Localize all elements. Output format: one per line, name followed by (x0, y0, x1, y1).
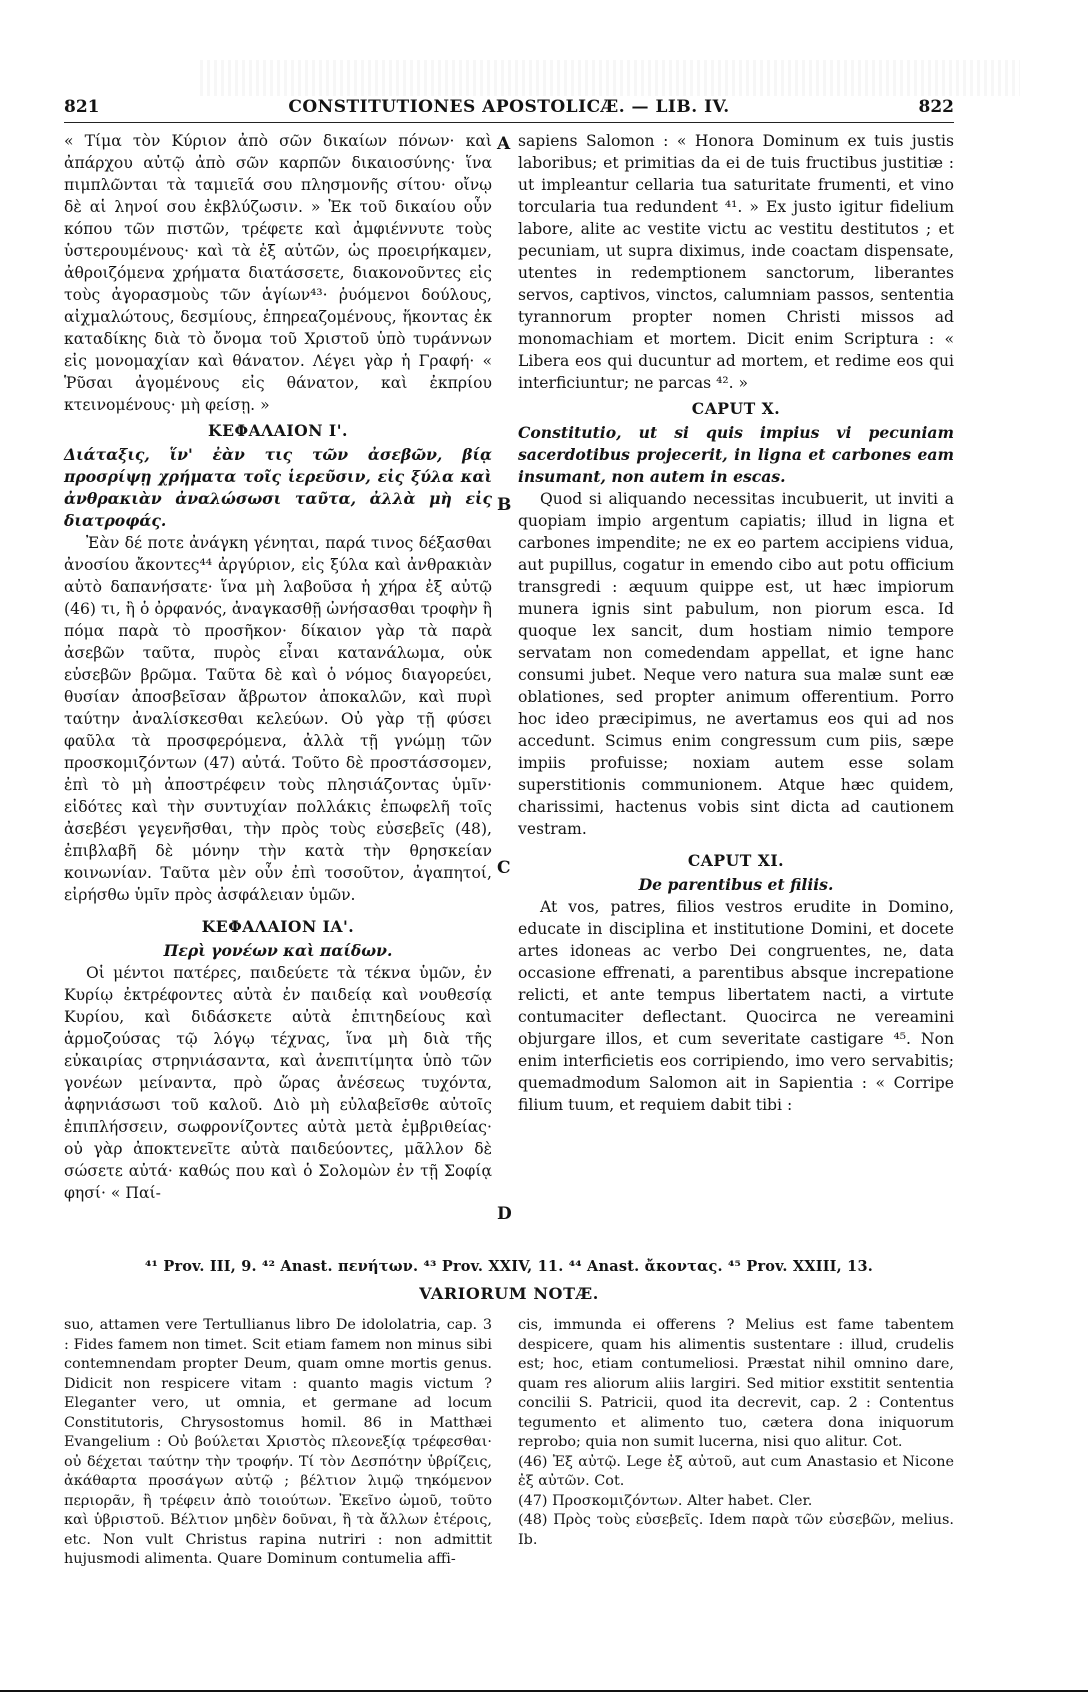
latin-paragraph-1: sapiens Salomon : « Honora Dominum ex tuis justis laboribus; et primitias da ei de tuis fructibus justitiæ : ut impleantur cellaria tua saturitate frumenti, et vino torcularia tua redundent ⁴¹. » Ex justo igitur fidelium labore, alite ac vestite victu ac vestitu destitutos ; et pecuniam, ut supra diximus, inde coactam dispensate, utentes in redemptionem sanctorum, liberantes servos, captivos, vinctos, calumniam passos, sententia tyrannorum propter nomen Christi missos ad monomachiam et mortem. Dicit enim Scriptura : « Libera eos qui ducuntur ad mortem, et redime eos qui interficiuntur; ne parcas ⁴². » (518, 132, 954, 392)
latin-chapter-10-summary: Constitutio, ut si quis impius vi pecuniam sacerdotibus projecerit, in ligna et carbones eam insumant, non autem in escas. (518, 423, 954, 486)
latin-chapter-10-title: CAPUT X. (691, 399, 781, 418)
greek-chapter-11-title: ΚΕΦΑΛΑΙΟΝ ΙΑ'. (201, 917, 355, 936)
latin-chapter-10-text: Quod si aliquando necessitas incubuerit, ut inviti a quopiam impio argentum capiatis; illud in ligna et carbones impendite; ne ex eo partem accipiens vidua, aut pupillus, cogatur in emendo cibo aut potu officium transgredi : æquum quippe est, ut hæc impiorum munera ignis sint pabulum, non piorum esca. Id quoque lex sancit, dum hostiam nimio tempore servatam non comedendam appellat, et igne hanc consumi jubet. Neque vero natura sua malæ sunt eæ oblationes, sed propter animum offerentium. Porro hoc ideo præcipimus, ne avertamus eos qui ad nos accedunt. Scimus enim congressum cum piis, sæpe impiis profuisse; noxiam autem esse solam superstitionis communionem. Atque hæc quidem, charissimi, hactenus vobis sint dicta ad cautionem vestram. (518, 490, 954, 838)
footnotes: ⁴¹ Prov. III, 9. ⁴² Anast. πενήτων. ⁴³ Prov. XXIV, 11. ⁴⁴ Anast. ἄκοντας. ⁴⁵ Prov. XXIII, 13. (145, 1258, 873, 1275)
scan-noise (200, 60, 1020, 96)
margin-letter-d: D (497, 1204, 512, 1224)
running-title: CONSTITUTIONES APOSTOLICÆ. — LIB. IV. (288, 97, 730, 117)
greek-column (64, 130, 492, 1204)
latin-chapter-11-text: At vos, patres, filios vestros erudite in Domino, educate in disciplina et institutione Domini, et docete artes idoneas ac verbo Dei congruentes, ne, data occasione effrenati, a parentibus absque increpatione relicti, et ante tempus libertatem nacti, a virtute contumaciter deflectant. Quocirca ne vereamini objurgare illos, et cum severitate castigare ⁴⁵. Non enim interficietis eos corripiendo, imo vero servabitis; quemadmodum Salomon ait in Sapientia : « Corripe filium tuum, et requiem dabit tibi : (518, 898, 954, 1114)
variorum-notes-title: VARIORUM NOTÆ. (419, 1284, 599, 1303)
latin-chapter-11-title: CAPUT XI. (687, 851, 785, 870)
note-48: (48) Πρὸς τοὺς εὐσεβεῖς. Idem παρὰ τῶν εὐσεβῶν, melius. Ib. (518, 1512, 954, 1548)
notes-left-text: suo, attamen vere Tertullianus libro De idololatria, cap. 3 : Fides famem non timet. Scit etiam famem non minus sibi contemnendam propter Deum, quam omne mortis genus. Didicit non respicere vitam : quanto magis victum ? Eleganter vero, ut omnia, et germane ad locum Constitutoris, Chrysostomus homil. 86 in Matthæi Evangelium : Οὐ βούλεται Χριστὸς πλεονεξίᾳ τρέφεσθαι· οὐ δέχεται ταύτην τὴν τροφήν. Τί τὸν Δεσπότην ὑβρίζεις, ἀκάθαρτα προσάγων αὐτῷ ; βέλτιον λιμῷ τηκόμενον περιορᾶν, ἢ τρέφειν ἀπὸ τοιούτων. Ἐκεῖνο ὠμοῦ, τοῦτο καὶ ὑβριστοῦ. Βέλτιον μηδὲν δοῦναι, ἢ τὰ ἄλλων ἑτέροις, etc. Non vult Christus rapina nutriri : non admittit hujusmodi alimenta. Quare Dominum contumelia affi- (64, 1317, 492, 1567)
margin-letter-b: B (497, 495, 512, 515)
header-rule (64, 122, 954, 123)
greek-chapter-11-text: Οἱ μέντοι πατέρες, παιδεύετε τὰ τέκνα ὑμῶν, ἐν Κυρίῳ ἐκτρέφοντες αὐτὰ ἐν παιδείᾳ καὶ νουθεσίᾳ Κυρίου, καὶ διδάσκετε αὐτὰ ἐπιτηδείους καὶ ἁρμοζούσας τῷ λόγῳ τέχνας, ἵνα μὴ διὰ τῆς εὐκαιρίας στρηνιάσαντα, καὶ ἀνεπιτίμητα ὑπὸ τῶν γονέων μείναντα, πρὸ ὥρας ἀνέσεως τυχόντα, ἀφηνιάσωσι τοῦ καλοῦ. Διὸ μὴ εὐλαβεῖσθε αὐτοῖς ἐπιπλήσσειν, σωφρονίζοντες αὐτὰ μετὰ ἐμβριθείας· οὐ γὰρ ἀποκτενεῖτε αὐτὰ παιδεύοντες, μᾶλλον δὲ σώσετε αὐτά· καθώς που καὶ ὁ Σολομὼν ἐν τῇ Σοφίᾳ φησί· « Παί- (64, 964, 492, 1202)
greek-chapter-10-summary: Διάταξις, ἵν' ἐὰν τις τῶν ἀσεβῶν, βίᾳ προσρίψῃ χρήματα τοῖς ἱερεῦσιν, εἰς ξύλα καὶ ἀνθρακιὰν ἀναλώσωσι ταῦτα, ἀλλὰ μὴ εἰς διατροφάς. (64, 445, 492, 530)
notes-right-text: cis, immunda ei offerens ? Melius est fame tabentem despicere, quam his alimentis sustentare : illud, crudelis est; hoc, etiam contumeliosi. Præstat nihil omnino dare, quam res aliorum aliis largiri. Sed mitior exstitit sententia concilii S. Patricii, quod ita decrevit, cap. 2 : Contentus tegumento et alimento tuo, cætera dona iniquorum reprobo; quia non sumit lucerna, nisi quo alitur. Cot. (518, 1317, 954, 1450)
greek-chapter-10-title: ΚΕΦΑΛΑΙΟΝ Ι'. (208, 421, 348, 440)
note-46: (46) Ἐξ αὐτῷ. Lege ἐξ αὐτοῦ, aut cum Anastasio et Nicone ἐξ αὐτῶν. Cot. (518, 1453, 954, 1489)
greek-chapter-11-subtitle: Περὶ γονέων καὶ παίδων. (163, 941, 393, 960)
margin-letter-a: A (497, 134, 511, 154)
greek-chapter-10-text: Ἐὰν δέ ποτε ἀνάγκη γένηται, παρά τινος δέξασθαι ἀνοσίου ἄκοντες⁴⁴ ἀργύριον, εἰς ξύλα καὶ ἀνθρακιὰν αὐτὸ δαπανήσατε· ἵνα μὴ λαβοῦσα ἡ χήρα ἐξ αὐτῷ (46) τι, ἢ ὁ ὀρφανός, ἀναγκασθῇ ὠνήσασθαι τροφὴν ἢ πόμα παρὰ τὸ προσῆκον· δίκαιον γὰρ τὰ παρὰ ἀσεβῶν ταῦτα, πυρὸς εἶναι κατανάλωμα, οὐκ εὐσεβῶν βρῶμα. Ταῦτα δὲ καὶ ὁ νόμος διαγορεύει, θυσίαν ἀποσβεῖσαν ἄβρωτον ἀποκαλῶν, καὶ πυρὶ ταύτην ἀναλίσκεσθαι κελεύων. Οὐ γὰρ τῇ φύσει φαῦλα τὰ προσφερόμενα, ἀλλὰ τῇ γνώμῃ τῶν προσκομιζόντων (47) αὐτά. Τοῦτο δὲ προστάσσομεν, ἐπὶ τὸ μὴ ἀποστρέφειν τοὺς πλησιάζοντας ὑμῖν· εἰδότες καὶ τὴν συντυχίαν πολλάκις ἐπωφελῆ τοῖς ἀσεβέσι γεγενῆσθαι, τὴν πρὸς τοὺς εὐσεβεῖς (48), ἐπιβλαβῆ δὲ μόνην τὴν κατὰ τὴν θρησκείαν κοινωνίαν. Ταῦτα μὲν οὖν ἐπὶ τοσοῦτον, ἀγαπητοί, εἰρήσθω ὑμῖν πρὸς ἀσφάλειαν ὑμῶν. (64, 534, 492, 904)
margin-letter-c: C (497, 858, 511, 878)
notes-right-column (518, 1316, 954, 1550)
page-number-left: 821 (64, 97, 100, 117)
bottom-rule (0, 1690, 1088, 1692)
page-number-right: 822 (918, 97, 954, 117)
note-47: (47) Προσκομιζόντων. Alter habet. Cler. (518, 1492, 813, 1509)
greek-paragraph-1: « Τίμα τὸν Κύριον ἀπὸ σῶν δικαίων πόνων· καὶ ἀπάρχου αὐτῷ ἀπὸ σῶν καρπῶν δικαιοσύνης· ἵνα πιμπλῶνται τὰ ταμιεῖά σου πλησμονῆς σίτου· οἴνῳ δὲ αἱ ληνοί σου ἐκβλύζωσιν. » Ἐκ τοῦ δικαίου οὖν κόπου τῶν πιστῶν, τρέφετε καὶ ἀμφιέννυτε τοὺς ὑστερουμένους· καὶ τὰ ἐξ αὐτῶν, ὡς προειρήκαμεν, ἀθροιζόμενα χρήματα διατάσσετε, διακονοῦντες εἰς τοὺς ἀγορασμοὺς τῶν ἁγίων⁴³· ῥυόμενοι δούλους, αἰχμαλώτους, δεσμίους, ἐπηρεαζομένους, ἥκοντας ἐκ καταδίκης διὰ τὸ ὄνομα τοῦ Χριστοῦ ὑπὸ τυράννων εἰς μονομαχίαν καὶ θάνατον. Λέγει γὰρ ἡ Γραφή· « Ῥῦσαι ἀγομένους εἰς θάνατον, καὶ ἐκπρίου κτεινομένους· μὴ φείσῃ. » (64, 132, 492, 414)
running-header (64, 97, 954, 121)
latin-chapter-11-subtitle: De parentibus et filiis. (638, 875, 834, 894)
latin-column (518, 130, 954, 1116)
notes-left-column (64, 1316, 492, 1570)
